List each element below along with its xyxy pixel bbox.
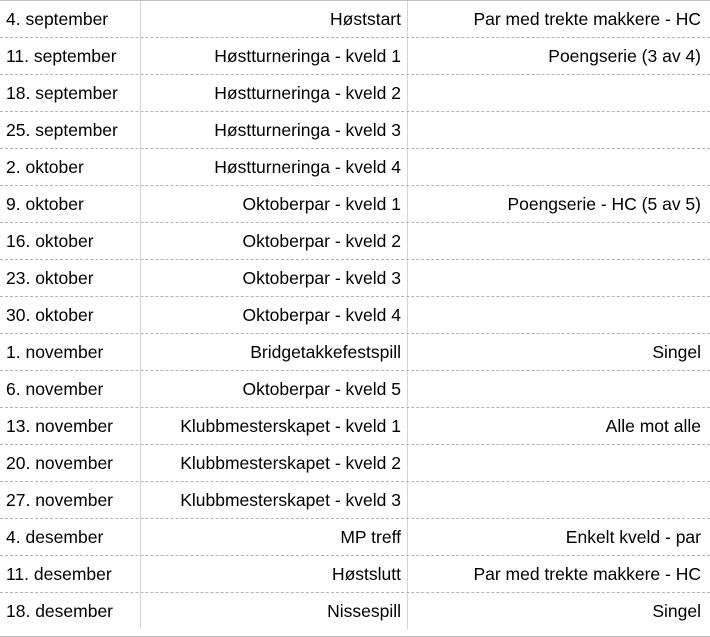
table-row: [0, 75, 710, 112]
table-row: [0, 223, 710, 260]
format-cell: [408, 445, 710, 481]
event-cell: MP treff: [141, 519, 408, 555]
table-row: [0, 260, 710, 297]
table-row: [0, 556, 710, 593]
format-cell: [408, 371, 710, 407]
date-cell: 25. september: [0, 112, 141, 148]
date-cell: 9. oktober: [0, 186, 141, 222]
date-cell: 20. november: [0, 445, 141, 481]
format-cell: Enkelt kveld - par: [565, 527, 701, 547]
event-cell: Oktoberpar - kveld 5: [141, 371, 408, 407]
date-cell: 1. november: [0, 334, 141, 370]
table-row: [0, 593, 710, 630]
event-cell: Nissespill: [141, 593, 408, 629]
event-cell: Høstturneringa - kveld 1: [141, 38, 408, 74]
date-cell: 23. oktober: [0, 260, 141, 296]
event-cell: Oktoberpar - kveld 4: [141, 297, 408, 333]
table-row: [0, 149, 710, 186]
event-cell: Oktoberpar - kveld 3: [141, 260, 408, 296]
format-cell: Par med trekte makkere - HC: [473, 9, 701, 29]
date-cell: 6. november: [0, 371, 141, 407]
date-cell: 4. september: [0, 1, 141, 37]
date-cell: 11. desember: [0, 556, 141, 592]
event-cell: Høstturneringa - kveld 4: [141, 149, 408, 185]
date-cell: 13. november: [0, 408, 141, 444]
format-cell: Par med trekte makkere - HC: [473, 564, 701, 584]
event-cell: Oktoberpar - kveld 2: [141, 223, 408, 259]
table-row: [0, 408, 710, 445]
date-cell: 18. september: [0, 75, 141, 111]
table-row: [0, 519, 710, 556]
event-cell: Høstturneringa - kveld 2: [141, 75, 408, 111]
table-row: [0, 334, 710, 371]
table-row: [0, 445, 710, 482]
event-cell: Oktoberpar - kveld 1: [141, 186, 408, 222]
format-cell: Poengserie - HC (5 av 5): [507, 194, 701, 214]
event-cell: Høstslutt: [141, 556, 408, 592]
format-cell: Singel: [652, 342, 701, 362]
table-row: [0, 482, 710, 519]
format-cell: [408, 75, 710, 111]
format-cell: [408, 112, 710, 148]
format-cell: [408, 260, 710, 296]
event-cell: Høststart: [141, 1, 408, 37]
format-cell: [408, 149, 710, 185]
table-row: [0, 38, 710, 75]
event-cell: Klubbmesterskapet - kveld 2: [141, 445, 408, 481]
format-cell: Singel: [652, 601, 701, 621]
format-cell: Poengserie (3 av 4): [548, 46, 701, 66]
table-row: [0, 186, 710, 223]
table-row: [0, 297, 710, 334]
date-cell: 16. oktober: [0, 223, 141, 259]
table-row: [0, 371, 710, 408]
date-cell: 27. november: [0, 482, 141, 518]
date-cell: 4. desember: [0, 519, 141, 555]
table-row: [0, 112, 710, 149]
date-cell: 18. desember: [0, 593, 141, 629]
date-cell: 2. oktober: [0, 149, 141, 185]
event-cell: Klubbmesterskapet - kveld 1: [141, 408, 408, 444]
format-cell: [408, 297, 710, 333]
format-cell: [408, 482, 710, 518]
format-cell: Alle mot alle: [605, 416, 701, 436]
date-cell: 30. oktober: [0, 297, 141, 333]
format-cell: [408, 223, 710, 259]
date-cell: 11. september: [0, 38, 141, 74]
event-cell: Bridgetakkefestspill: [141, 334, 408, 370]
table-row: [0, 1, 710, 38]
event-cell: Høstturneringa - kveld 3: [141, 112, 408, 148]
event-cell: Klubbmesterskapet - kveld 3: [141, 482, 408, 518]
